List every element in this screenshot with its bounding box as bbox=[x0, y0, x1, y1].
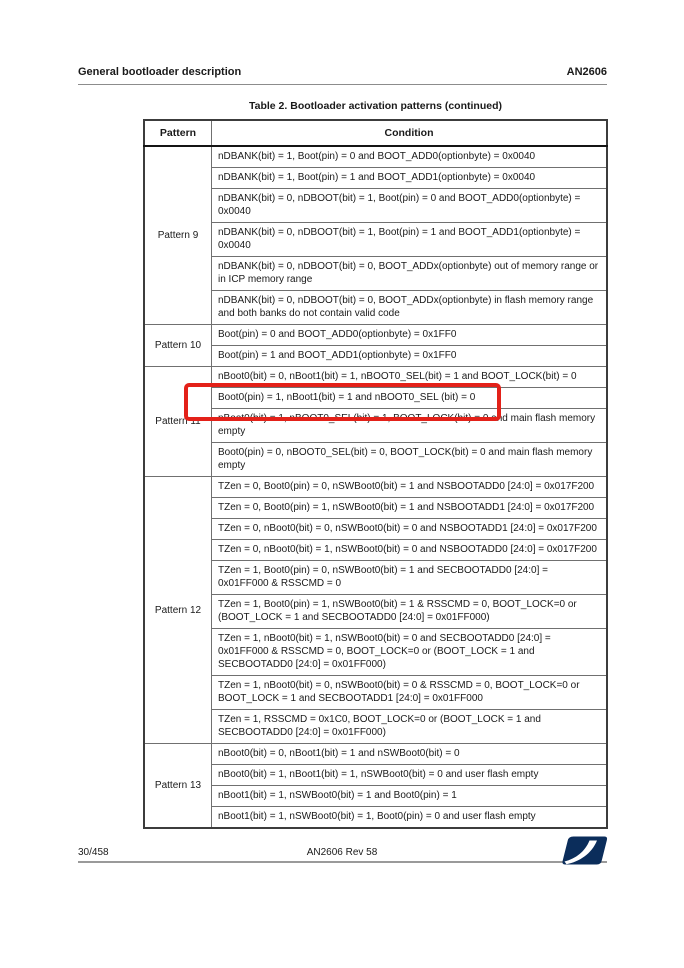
condition-cell: nDBANK(bit) = 1, Boot(pin) = 0 and BOOT_ADD0(optionbyte) = 0x0040 bbox=[212, 146, 608, 168]
condition-cell: nDBANK(bit) = 0, nDBOOT(bit) = 1, Boot(pin) = 1 and BOOT_ADD1(optionbyte) = 0x0040 bbox=[212, 223, 608, 257]
table-row bbox=[144, 629, 607, 676]
pattern-label: Pattern 11 bbox=[144, 367, 212, 477]
condition-cell: nBoot0(bit) = 0, nBoot1(bit) = 1 and nSWBoot0(bit) = 0 bbox=[212, 744, 608, 765]
pattern-label: Pattern 9 bbox=[144, 146, 212, 325]
table-row bbox=[144, 595, 607, 629]
condition-cell: Boot(pin) = 0 and BOOT_ADD0(optionbyte) = 0x1FF0 bbox=[212, 325, 608, 346]
condition-cell: nBoot0(bit) = 1, nBOOT0_SEL(bit) = 1, BOOT_LOCK(bit) = 0 and main flash memory empty bbox=[212, 409, 608, 443]
pattern-label: Pattern 12 bbox=[144, 477, 212, 744]
table-row bbox=[144, 786, 607, 807]
table-row bbox=[144, 146, 607, 168]
condition-cell: TZen = 1, RSSCMD = 0x1C0, BOOT_LOCK=0 or (BOOT_LOCK = 1 and SECBOOTADD0 [24:0] = 0x01FF000) bbox=[212, 710, 608, 744]
table-row bbox=[144, 291, 607, 325]
condition-cell: nDBANK(bit) = 1, Boot(pin) = 1 and BOOT_ADD1(optionbyte) = 0x0040 bbox=[212, 168, 608, 189]
pattern-label: Pattern 10 bbox=[144, 325, 212, 367]
table-row bbox=[144, 765, 607, 786]
table-row bbox=[144, 519, 607, 540]
condition-cell: Boot(pin) = 1 and BOOT_ADD1(optionbyte) = 0x1FF0 bbox=[212, 346, 608, 367]
condition-cell: TZen = 1, Boot0(pin) = 0, nSWBoot0(bit) = 1 and SECBOOTADD0 [24:0] = 0x01FF000 & RSSCMD = 0 bbox=[212, 561, 608, 595]
table-row bbox=[144, 540, 607, 561]
pattern-label: Pattern 13 bbox=[144, 744, 212, 829]
table-row bbox=[144, 443, 607, 477]
footer-doc-revision: AN2606 Rev 58 bbox=[306, 847, 378, 858]
table-body bbox=[144, 146, 607, 828]
table-row bbox=[144, 168, 607, 189]
condition-cell: TZen = 0, Boot0(pin) = 0, nSWBoot0(bit) = 1 and NSBOOTADD0 [24:0] = 0x017F200 bbox=[212, 477, 608, 498]
table-row bbox=[144, 744, 607, 765]
table-row bbox=[144, 346, 607, 367]
column-header-pattern: Pattern bbox=[144, 120, 212, 146]
table-row bbox=[144, 498, 607, 519]
table-row bbox=[144, 561, 607, 595]
activation-table bbox=[143, 119, 608, 829]
table-row bbox=[144, 710, 607, 744]
table-row bbox=[144, 223, 607, 257]
column-header-condition: Condition bbox=[212, 120, 608, 146]
table-title: Table 2. Bootloader activation patterns (continued) bbox=[249, 100, 502, 112]
table-row bbox=[144, 477, 607, 498]
st-logo bbox=[561, 836, 608, 865]
table-row bbox=[144, 189, 607, 223]
header-section-title: General bootloader description bbox=[78, 66, 242, 78]
page-number: 30/458 bbox=[78, 847, 109, 858]
table-row bbox=[144, 325, 607, 346]
table-row bbox=[144, 257, 607, 291]
table-header bbox=[144, 120, 607, 146]
header-rule bbox=[78, 84, 607, 85]
page-header bbox=[78, 66, 607, 78]
condition-cell: nBoot1(bit) = 1, nSWBoot0(bit) = 1 and Boot0(pin) = 1 bbox=[212, 786, 608, 807]
condition-cell: Boot0(pin) = 1, nBoot1(bit) = 1 and nBOOT0_SEL (bit) = 0 bbox=[212, 388, 608, 409]
table-row bbox=[144, 367, 607, 388]
condition-cell: TZen = 1, Boot0(pin) = 1, nSWBoot0(bit) = 1 & RSSCMD = 0, BOOT_LOCK=0 or (BOOT_LOCK = 1 and SECBOOTADD0 [24:0] = 0x01FF000) bbox=[212, 595, 608, 629]
table-header-row bbox=[144, 120, 607, 146]
table-row bbox=[144, 409, 607, 443]
condition-cell: nBoot1(bit) = 1, nSWBoot0(bit) = 1, Boot0(pin) = 0 and user flash empty bbox=[212, 807, 608, 829]
condition-cell: nBoot0(bit) = 1, nBoot1(bit) = 1, nSWBoot0(bit) = 0 and user flash empty bbox=[212, 765, 608, 786]
condition-cell: TZen = 0, nBoot0(bit) = 1, nSWBoot0(bit) = 0 and NSBOOTADD0 [24:0] = 0x017F200 bbox=[212, 540, 608, 561]
footer-rule bbox=[78, 861, 607, 863]
condition-cell: nDBANK(bit) = 0, nDBOOT(bit) = 0, BOOT_ADDx(optionbyte) out of memory range or in ICP memory range bbox=[212, 257, 608, 291]
condition-cell: TZen = 0, nBoot0(bit) = 0, nSWBoot0(bit) = 0 and NSBOOTADD1 [24:0] = 0x017F200 bbox=[212, 519, 608, 540]
table-row bbox=[144, 676, 607, 710]
condition-cell: nDBANK(bit) = 0, nDBOOT(bit) = 0, BOOT_ADDx(optionbyte) in flash memory range and both banks do not contain valid code bbox=[212, 291, 608, 325]
table-row bbox=[144, 388, 607, 409]
condition-cell: Boot0(pin) = 0, nBOOT0_SEL(bit) = 0, BOOT_LOCK(bit) = 0 and main flash memory empty bbox=[212, 443, 608, 477]
header-doc-number: AN2606 bbox=[566, 66, 607, 78]
condition-cell: nDBANK(bit) = 0, nDBOOT(bit) = 1, Boot(pin) = 0 and BOOT_ADD0(optionbyte) = 0x0040 bbox=[212, 189, 608, 223]
condition-cell: nBoot0(bit) = 0, nBoot1(bit) = 1, nBOOT0_SEL(bit) = 1 and BOOT_LOCK(bit) = 0 bbox=[212, 367, 608, 388]
condition-cell: TZen = 0, Boot0(pin) = 1, nSWBoot0(bit) = 1 and NSBOOTADD1 [24:0] = 0x017F200 bbox=[212, 498, 608, 519]
condition-cell: TZen = 1, nBoot0(bit) = 1, nSWBoot0(bit) = 0 and SECBOOTADD0 [24:0] = 0x01FF000 & RSSCMD = 0, BOOT_LOCK=0 or (BOOT_LOCK = 1 and SECBOOTADD0 [24:0] = 0x01FF000) bbox=[212, 629, 608, 676]
condition-cell: TZen = 1, nBoot0(bit) = 0, nSWBoot0(bit) = 0 & RSSCMD = 0, BOOT_LOCK=0 or BOOT_LOCK = 1 and SECBOOTADD1 [24:0] = 0x01FF000 bbox=[212, 676, 608, 710]
table-row bbox=[144, 807, 607, 829]
